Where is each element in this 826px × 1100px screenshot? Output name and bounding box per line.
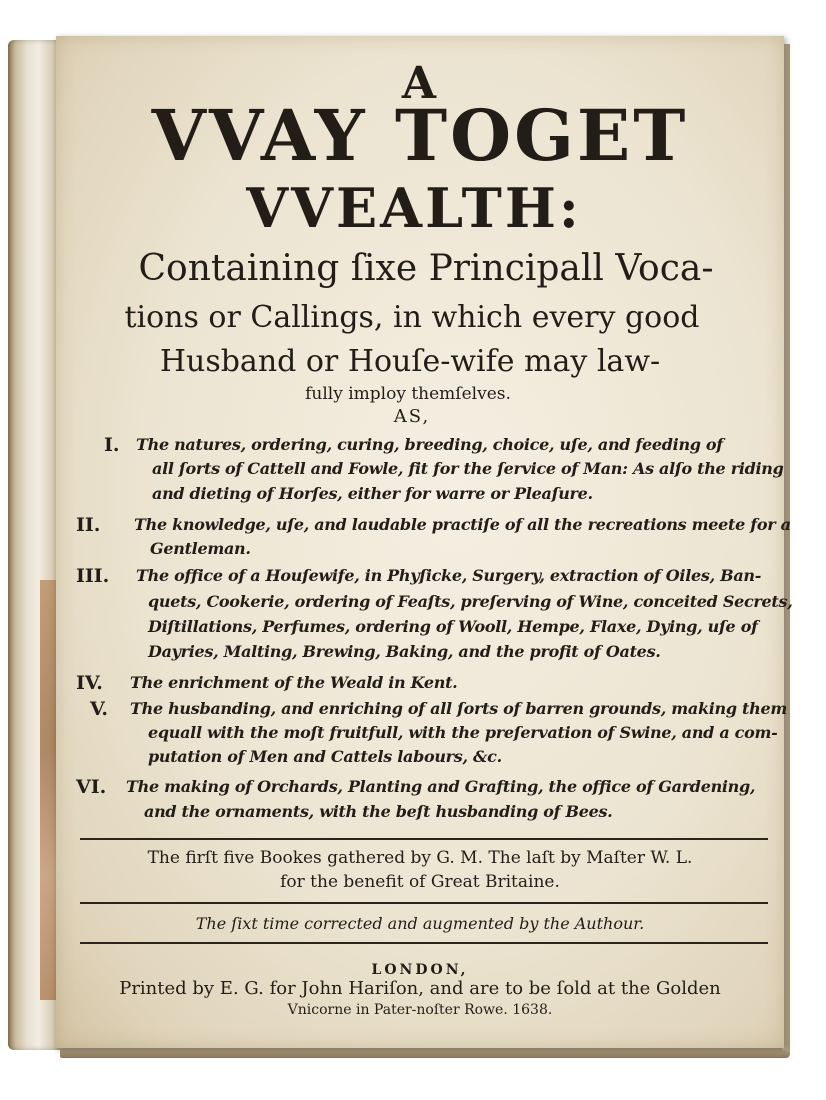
divider-rule (80, 902, 768, 904)
item-number: IV. (76, 672, 103, 694)
item-number: II. (76, 514, 101, 536)
item-line: equall with the moſt fruitfull, with the preſervation of Swine, and a com- (148, 723, 778, 742)
item-line: putation of Men and Cattels labours, &c. (148, 747, 502, 766)
item-line: and dieting of Horſes, either for warre or Pleaſure. (152, 484, 593, 503)
item-number: V. (90, 698, 109, 720)
as-label: AS, (393, 406, 431, 427)
item-line: Diſtillations, Perfumes, ordering of Wooll, Hempe, Flaxe, Dying, uſe of (148, 617, 758, 636)
subtitle-line-1: Containing ſixe Principall Voca- (138, 248, 714, 289)
item-line: The office of a Houſewife, in Phyſicke, Surgery, extraction of Oiles, Ban- (136, 566, 762, 585)
imprint-line-1: Printed by E. G. for John Hariſon, and are to be ſold at the Golden (119, 978, 721, 999)
imprint-line-2: Vnicorne in Pater-noſter Rowe. 1638. (287, 1002, 553, 1018)
item-line: The enrichment of the Weald in Kent. (130, 673, 458, 692)
item-line: The husbanding, and enriching of all ſorts of barren grounds, making them (130, 699, 787, 718)
item-number: I. (104, 434, 120, 456)
edition-note: The ſixt time corrected and augmented by the Authour. (195, 914, 645, 933)
item-line: and the ornaments, with the beſt husbanding of Bees. (144, 802, 613, 821)
subtitle-line-4: fully imploy themſelves. (305, 384, 511, 404)
item-line: The natures, ordering, curing, breeding, choice, uſe, and feeding of (136, 435, 723, 454)
spine-worn-edge (40, 580, 56, 1000)
imprint-city: LONDON, (371, 962, 469, 978)
divider-rule (80, 942, 768, 944)
title-line-1: A (401, 58, 439, 109)
item-line: Gentleman. (150, 539, 251, 558)
gathered-line-1: The firſt five Bookes gathered by G. M. The laſt by Maſter W. L. (147, 848, 693, 868)
gathered-line-2: for the benefit of Great Britaine. (280, 872, 560, 892)
item-line: The knowledge, uſe, and laudable practiſe of all the recreations meete for a (134, 515, 791, 534)
title-line-2: VVAY TOGET (151, 94, 689, 177)
subtitle-line-3: Husband or Houſe-wife may law- (159, 344, 661, 379)
title-line-3: VVEALTH: (246, 176, 582, 240)
subtitle-line-2: tions or Callings, in which every good (124, 300, 700, 335)
item-line: The making of Orchards, Planting and Grafting, the office of Gardening, (126, 777, 756, 796)
item-line: Dayries, Malting, Brewing, Baking, and the profit of Oates. (148, 642, 661, 661)
item-number: VI. (76, 776, 107, 798)
item-line: quets, Cookerie, ordering of Feaſts, preſerving of Wine, conceited Secrets, (148, 592, 793, 611)
divider-rule (80, 838, 768, 840)
item-number: III. (76, 565, 110, 587)
item-line: all ſorts of Cattell and Fowle, fit for the ſervice of Man: As alſo the riding (152, 459, 784, 478)
